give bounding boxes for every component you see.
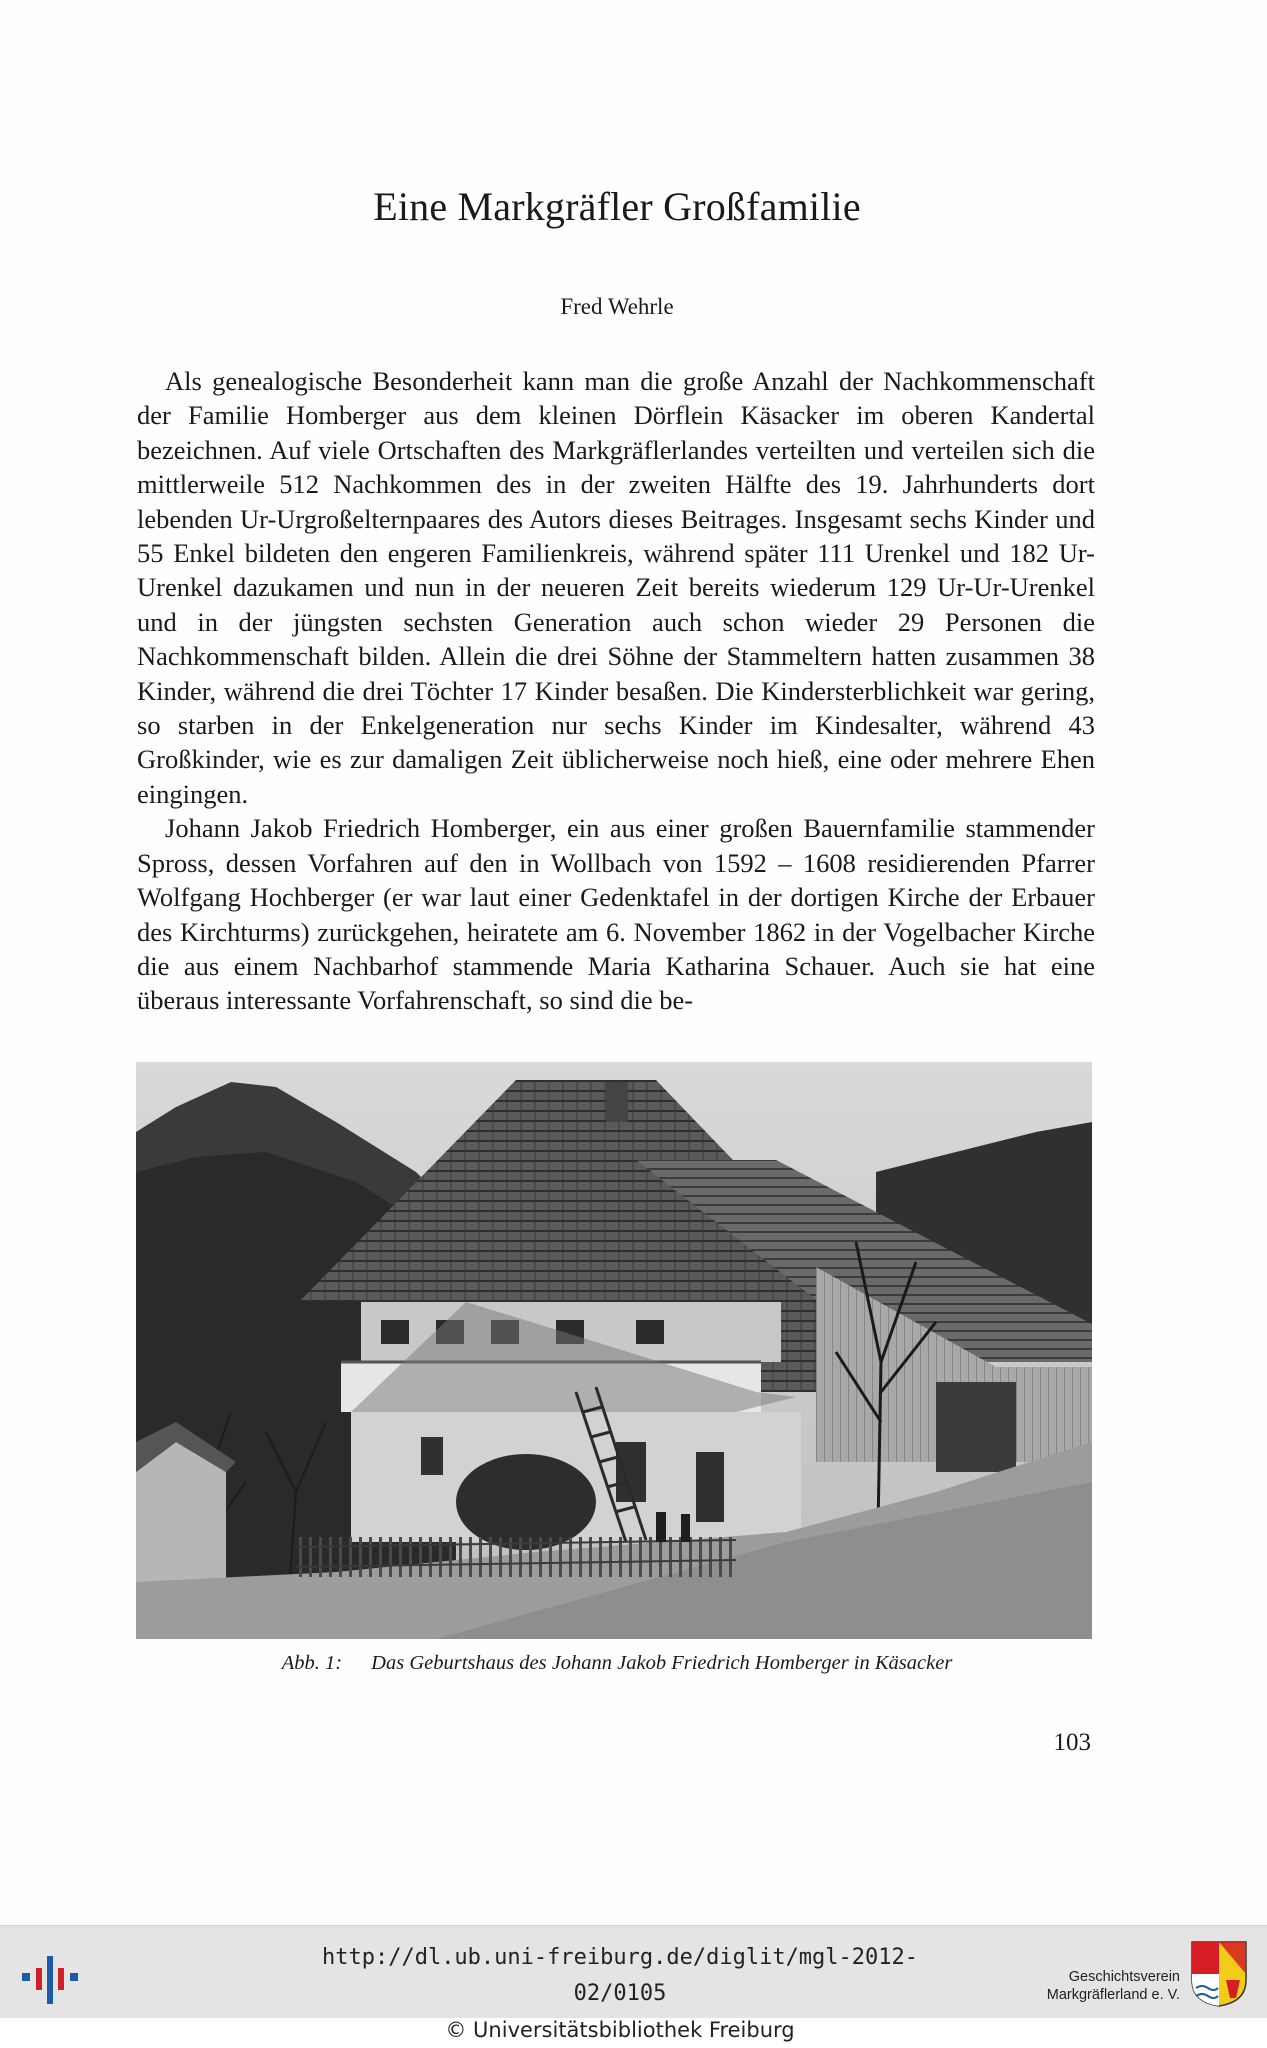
society-line-2: Markgräflerland e. V. [1046,1987,1180,2003]
farmhouse-photo [136,1062,1092,1639]
society-line-1: Geschichtsverein [1068,1969,1180,1985]
society-name [1020,1968,1180,2004]
permalink-url[interactable]: http://dl.ub.uni-freiburg.de/diglit/mgl-2012-02/0105 [321,1945,919,2006]
farmhouse-photo-illustration [136,1062,1092,1639]
figure-label: Abb. 1: [281,1652,343,1674]
article-title: Eine Markgräfler Großfamilie [373,184,861,229]
viewer-footer [0,1925,1267,2042]
ub-freiburg-logo-icon [22,1956,86,2004]
copyright-notice: © Universitätsbibliothek Freiburg [445,2018,795,2042]
page-number: 103 [1053,1729,1091,1756]
article-author: Fred Wehrle [560,294,674,319]
figure-caption [0,1652,1234,1675]
paragraph-2: Johann Jakob Friedrich Homberger, ein aus einer großen Bauernfamilie stammender Spross, dessen Vorfahren auf den in Wollbach von 1592 – 1608 residierenden Pfarrer Wolfgang Hochberger (er war laut einer Gedenktafel in der dortigen Kirche der Erbauer des Kirchturms) zurückgehen, heiratete am 6. November 1862 in der Vogelbacher Kirche die aus einem Nachbarhof stammende Maria Katharina Schauer. Auch sie hat eine überaus interessante Vorfahrenschaft, so sind die be- [137,813,1095,1016]
figure-caption-text: Das Geburtshaus des Johann Jakob Friedrich Homberger in Käsacker [371,1652,953,1674]
footer-citation [300,1940,940,2048]
paragraph-1: Als genealogische Besonderheit kann man die große Anzahl der Nachkommenschaft der Familie Homberger aus dem kleinen Dörflein Käsacker im oberen Kandertal bezeichnen. Auf viele Ortschaften des Markgräflerlandes verteilten und verteilen sich die mittlerweile 512 Nachkommen des in der zweiten Hälfte des 19. Jahrhunderts dort lebenden Ur-Urgroßelternpaares des Autors dieses Beitrages. Insgesamt sechs Kinder und 55 Enkel bildeten den engeren Familienkreis, während später 111 Urenkel und 182 Ur-Urenkel dazukamen und nun in der neueren Zeit bereits wiederum 129 Ur-Ur-Urenkel und in der jüngsten sechsten Generation auch schon wieder 29 Personen die Nachkommenschaft bilden. Allein die drei Söhne der Stammeltern hatten zusammen 38 Kinder, während die drei Töchter 17 Kinder besaßen. Die Kindersterblichkeit war gering, so starben in der Enkelgeneration nur sechs Kinder im Kindesalter, während 43 Großkinder, wie es zur damaligen Zeit üblicherweise noch hieß, eine oder mehrere Ehen eingingen. [137,366,1095,809]
article-body [137,364,1095,1018]
coat-of-arms-icon [1190,1940,1248,2008]
